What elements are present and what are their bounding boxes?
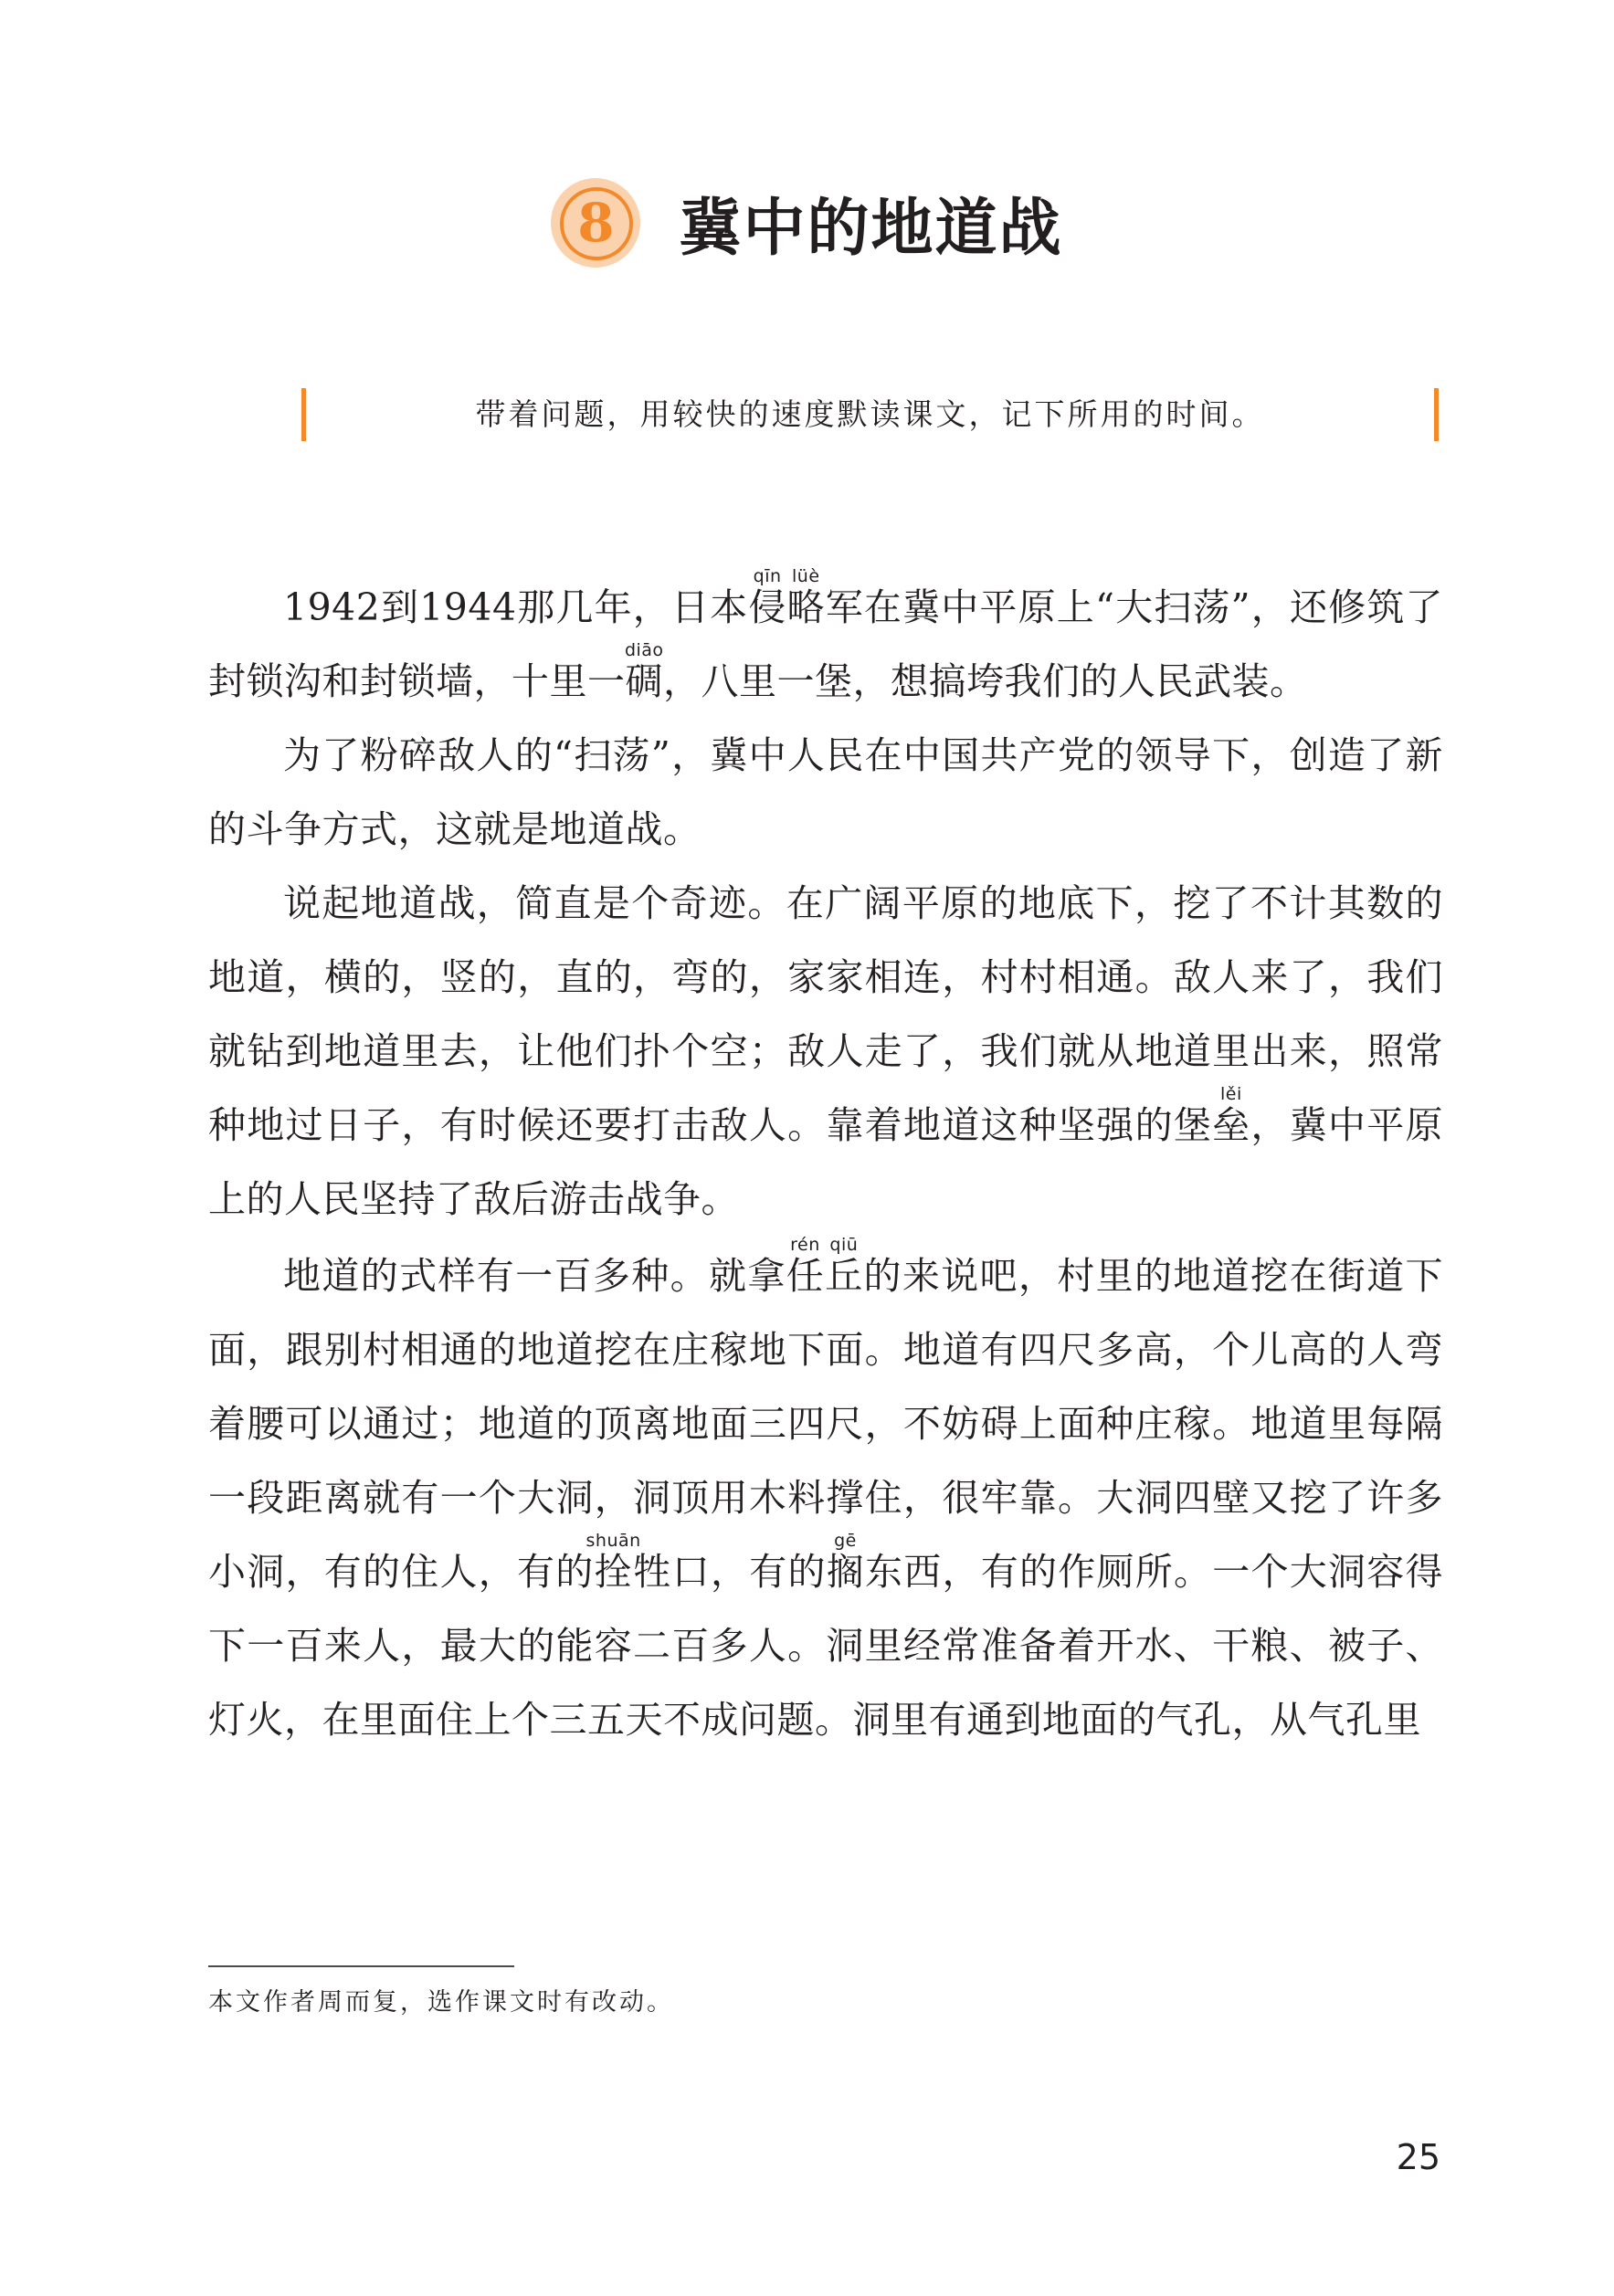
- pinyin: gē: [826, 1531, 865, 1551]
- lesson-body: [208, 568, 1443, 1757]
- text-run: 东西，有的作厕所。一个大洞容得下一百来人，最大的能容二百多人。洞里经常准备着开水、干粮、被子、灯火，在里面住上个三五天不成问题。洞里有通到地面的气孔，从气孔里: [208, 1550, 1444, 1742]
- pinyin: qiū: [825, 1235, 863, 1255]
- text-run: ，八里一堡，想搞垮我们的人民武装。: [663, 659, 1308, 703]
- body-paragraph: [208, 568, 1443, 719]
- lesson-number: 8: [577, 192, 615, 254]
- text-run: 军在冀中平原上“大扫荡”，还修筑了封锁沟和封锁墙，十里一: [208, 585, 1444, 703]
- pinyin-annotated-char: [624, 640, 664, 703]
- pinyin: qīn: [748, 566, 786, 586]
- text-run: 的来说吧，村里的地道挖在街道下面，跟别村相通的地道挖在庄稼地下面。地道有四尺多高，个儿高的人弯着腰可以通过；地道的顶离地面三四尺，不妨碍上面种庄稼。地道里每隔一段距离就有一个大洞，洞顶用木料撑住，很牢靠。大洞四壁又挖了许多小洞，有的住人，有的: [208, 1254, 1444, 1594]
- pinyin: diāo: [624, 640, 664, 660]
- body-paragraph: [208, 1237, 1443, 1757]
- text-run: ，冀中平原上的人民坚持了敌后游击战争。: [208, 1103, 1444, 1221]
- annotated-char: 拴: [585, 1550, 641, 1594]
- instruction-right-bracket: [1434, 388, 1439, 441]
- annotated-char: 任: [786, 1254, 826, 1298]
- lesson-header: [0, 178, 1614, 271]
- annotated-char: 搁: [826, 1550, 865, 1594]
- footnote: 本文作者周而复，选作课文时有改动。: [208, 1988, 674, 2017]
- text-run: 牲口，有的: [632, 1550, 827, 1594]
- body-paragraph: [208, 719, 1443, 867]
- body-paragraph: [208, 867, 1443, 1237]
- lesson-number-badge: [551, 178, 640, 268]
- annotated-char: 丘: [825, 1254, 864, 1298]
- pinyin: rén: [786, 1235, 825, 1255]
- pinyin-annotated-char: [786, 566, 826, 629]
- pinyin-annotated-char: [748, 566, 787, 629]
- page-number: 25: [1396, 2137, 1440, 2177]
- pinyin: shuān: [585, 1531, 641, 1551]
- annotated-char: 略: [786, 585, 826, 629]
- annotated-char: 侵: [748, 585, 787, 629]
- pinyin-annotated-char: [1212, 1084, 1251, 1147]
- pinyin-annotated-char: [585, 1531, 641, 1594]
- pinyin: lěi: [1212, 1084, 1250, 1104]
- lesson-title: 冀中的地道战: [679, 191, 1063, 265]
- pinyin: lüè: [786, 566, 826, 586]
- text-run: 地道的式样有一百多种。就拿: [283, 1254, 786, 1298]
- pinyin-annotated-char: [826, 1531, 865, 1594]
- text-run: 1942到1944那几年，日本: [283, 585, 749, 629]
- pinyin-annotated-char: [825, 1235, 864, 1298]
- reading-instruction: 带着问题，用较快的速度默读课文，记下所用的时间。: [475, 396, 1265, 432]
- annotated-char: 垒: [1212, 1103, 1251, 1147]
- annotated-char: 碉: [624, 659, 664, 703]
- lesson-header-inner: [551, 178, 1062, 268]
- text-run: 为了粉碎敌人的“扫荡”，冀中人民在中国共产党的领导下，创造了新的斗争方式，这就是地道战。: [208, 733, 1443, 851]
- pinyin-annotated-char: [786, 1235, 826, 1298]
- text-run: 说起地道战，简直是个奇迹。在广阔平原的地底下，挖了不计其数的地道，横的，竖的，直的，弯的，家家相连，村村相通。敌人来了，我们就钻到地道里去，让他们扑个空；敌人走了，我们就从地道里出来，照常种地过日子，有时候还要打击敌人。靠着地道这种坚强的堡: [208, 881, 1443, 1147]
- footnote-divider: [208, 1965, 514, 1967]
